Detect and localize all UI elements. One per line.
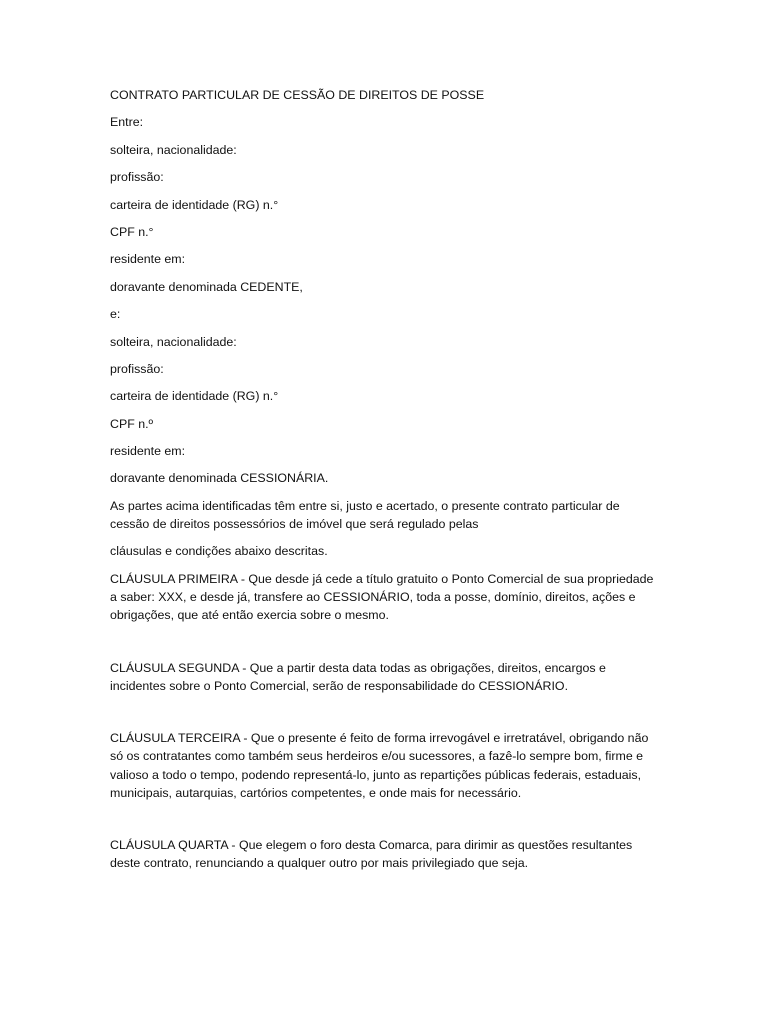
cedente-address: residente em: [110, 252, 186, 267]
cessionaria-profession: profissão: [110, 361, 164, 376]
cessionaria-designation: doravante denominada CESSIONÁRIA. [110, 471, 329, 486]
parties-intro: Entre: [110, 115, 144, 130]
cedente-profession: profissão: [110, 170, 164, 185]
cessionaria-block [110, 333, 662, 488]
cedente-cpf: CPF n.° [110, 224, 154, 239]
cedente-designation: doravante denominada CEDENTE, [110, 279, 303, 294]
cessionaria-nationality: solteira, nacionalidade: [110, 334, 237, 349]
clause-first: CLÁUSULA PRIMEIRA - Que desde já cede a título gratuito o Ponto Comercial de sua propriedade a saber: XXX, e desde já, transfere ao CESSIONÁRIO, toda a posse, domínio, direitos, ações e obrigações, que até então exercia sobre o mesmo. [110, 571, 654, 623]
cedente-nationality: solteira, nacionalidade: [110, 142, 237, 157]
clause-spacer [110, 634, 662, 659]
cessionaria-cpf: CPF n.º [110, 416, 154, 431]
cedente-block [110, 141, 662, 296]
clause-third: CLÁUSULA TERCEIRA - Que o presente é feito de forma irrevogável e irretratável, obrigando não só os contratantes como também seus herdeiros e/ou sucessores, a fazê-lo sempre bom, firme e valioso a todo o tempo, podendo representá-lo, junto as repartições públicas federais, estaduais, municipais, autarquias, cartórios competentes, e onde mais for necessário. [110, 731, 649, 800]
cedente-rg: carteira de identidade (RG) n.° [110, 197, 279, 212]
clause-spacer [110, 811, 662, 836]
preamble-paragraph: As partes acima identificadas têm entre si, justo e acertado, o presente contrato particular de cessão de direitos possessórios de imóvel que será regulado pelas [110, 498, 620, 532]
cessionaria-address: residente em: [110, 444, 186, 459]
clause-spacer [110, 704, 662, 729]
document-title: CONTRATO PARTICULAR DE CESSÃO DE DIREITOS DE POSSE [110, 88, 485, 102]
clause-fourth: CLÁUSULA QUARTA - Que elegem o foro desta Comarca, para dirimir as questões resultantes deste contrato, renunciando a qualquer outro por mais privilegiado que seja. [110, 838, 633, 871]
clause-second: CLÁUSULA SEGUNDA - Que a partir desta data todas as obrigações, direitos, encargos e incidentes sobre o Ponto Comercial, serão de responsabilidade do CESSIONÁRIO. [110, 660, 606, 693]
parties-connector: e: [110, 307, 121, 322]
preamble-continuation: cláusulas e condições abaixo descritas. [110, 544, 328, 559]
cessionaria-rg: carteira de identidade (RG) n.° [110, 389, 279, 404]
document-page [110, 86, 662, 882]
